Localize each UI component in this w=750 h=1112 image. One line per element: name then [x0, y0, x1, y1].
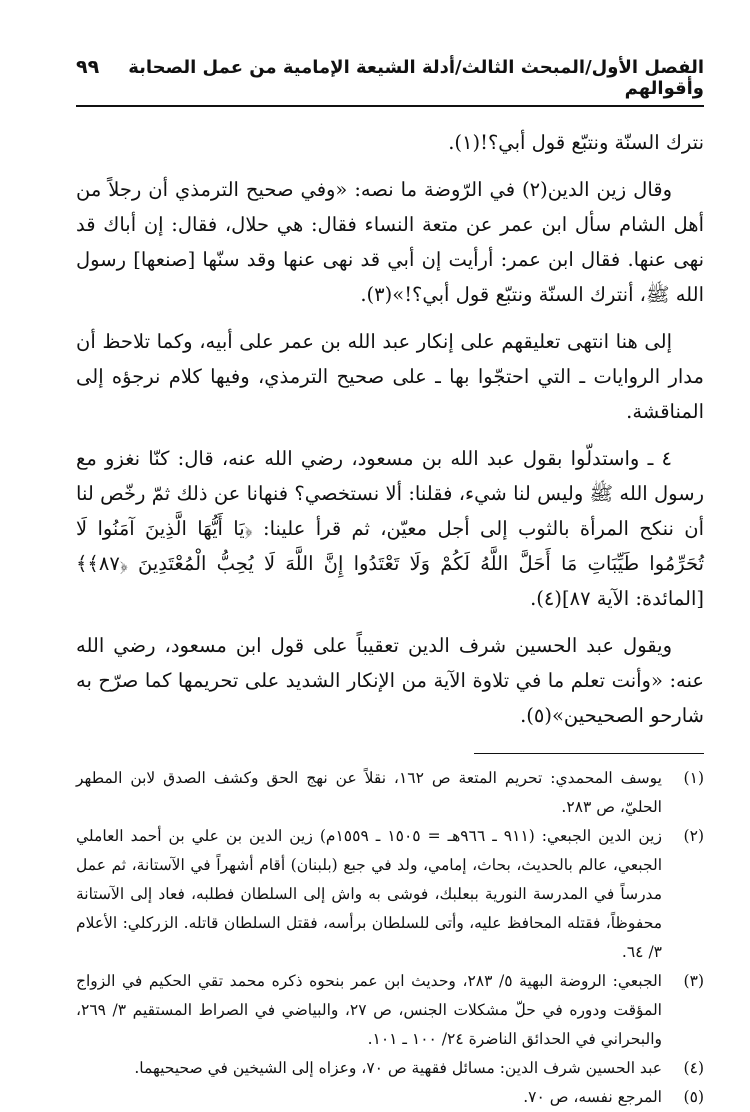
paragraph: وقال زين الدين(٢) في الرّوضة ما نصه: «وفي صحيح الترمذي أن رجلاً من أهل الشام سأل ابن عمر عن متعة النساء فقال: هي حلال، فقال: إن أباك قد نهى عنها. فقال ابن عمر: أرأيت إن أبي قد نهى عنها وقد سنّها [صنعها] رسول الله ﷺ، أنترك السنّة ونتبّع قول أبي؟!»(٣).: [76, 178, 704, 306]
footnote-separator: [474, 753, 704, 754]
main-text: [76, 125, 704, 733]
footnote: [76, 1054, 704, 1083]
footnote-text: المرجع نفسه، ص ٧٠.: [523, 1088, 662, 1106]
footnote: [76, 822, 704, 967]
footnote-number: (٤): [683, 1059, 704, 1077]
footnote: [76, 1083, 704, 1112]
footnote: [76, 967, 704, 1054]
footnote-number: (٥): [683, 1088, 704, 1106]
paragraph: ويقول عبد الحسين شرف الدين تعقيباً على قول ابن مسعود، رضي الله عنه: «وأنت تعلم ما في تلاوة الآية من الإنكار الشديد على تحريمها كما صرّح به شارحو الصحيحين»(٥).: [76, 634, 704, 727]
paragraph: إلى هنا انتهى تعليقهم على إنكار عبد الله بن عمر على أبيه، وكما تلاحظ أن مدار الروايات ـ التي احتجّوا بها ـ على صحيح الترمذي، وفيها كلام نرجؤه إلى المناقشة.: [76, 330, 704, 423]
footnote-text: يوسف المحمدي: تحريم المتعة ص ١٦٢، نقلاً عن نهج الحق وكشف الصدق لابن المطهر الحليّ، ص ٢٨٣.: [76, 769, 662, 816]
paragraph: نترك السنّة ونتبّع قول أبي؟!(١).: [448, 131, 704, 154]
footnote-number: (١): [683, 769, 704, 787]
paragraph: ٤ ـ واستدلّوا بقول عبد الله بن مسعود، رضي الله عنه، قال: كنّا نغزو مع رسول الله ﷺ وليس لنا شيء، فقلنا: ألا نستخصي؟ فنهانا عن ذلك ثمّ رخّص لنا أن ننكح المرأة بالثوب إلى أجل معيّن، ثم قرأ علينا: ﴿يَا أَيُّهَا الَّذِينَ آمَنُوا لَا تُحَرِّمُوا طَيِّبَاتِ مَا أَحَلَّ اللَّهُ لَكُمْ وَلَا تَعْتَدُوا إِنَّ اللَّهَ لَا يُحِبُّ الْمُعْتَدِينَ ﴿٨٧﴾﴾ [المائدة: الآية ٨٧](٤).: [76, 447, 704, 610]
footnote: [76, 764, 704, 822]
footnote-number: (٣): [683, 972, 704, 990]
footnote-text: زين الدين الجبعي: (٩١١ ـ ٩٦٦هـ = ١٥٠٥ ـ ١٥٥٩م) زين الدين بن علي بن أحمد العاملي الجبعي، عالم بالحديث، بحاث، إمامي، ولد في جبع (بلبنان) أقام أشهراً في الآستانة، ثم عمل مدرساً في المدرسة النورية ببعلبك، فوشى به واش إلى السلطان فطلبه، فعاد إلى الآستانة محفوظاً، فقتله المحافظ عليه، وأتى للسلطان برأسه، فقتل السلطان قاتله. الزركلي: الأعلام ٣/ ٦٤.: [76, 827, 662, 961]
book-page: [76, 56, 704, 1112]
footnotes: [76, 764, 704, 1112]
footnote-text: الجبعي: الروضة البهية ٥/ ٢٨٣، وحديث ابن عمر بنحوه ذكره محمد تقي الحكيم في الزواج المؤقت ودوره في حلّ مشكلات الجنس، ص ٢٧، والبياضي في الصراط المستقيم ٣/ ٢٦٩، والبحراني في الحدائق الناضرة ٢٤/ ١٠٠ ـ ١٠١.: [76, 972, 662, 1048]
header-title: الفصل الأول/المبحث الثالث/أدلة الشيعة الإمامية من عمل الصحابة وأقوالهم: [128, 57, 704, 99]
running-header: [76, 56, 704, 107]
footnote-number: (٢): [683, 827, 704, 845]
footnote-text: عبد الحسين شرف الدين: مسائل فقهية ص ٧٠، وعزاه إلى الشيخين في صحيحيهما.: [134, 1059, 662, 1077]
page-number: ٩٩: [76, 56, 100, 78]
